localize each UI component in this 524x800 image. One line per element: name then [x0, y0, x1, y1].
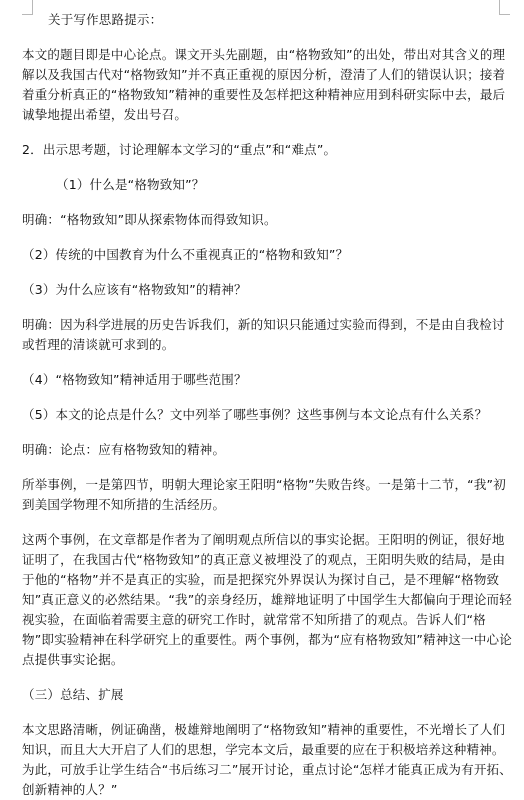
spacer [22, 670, 512, 685]
spacer [22, 705, 512, 720]
answer-1: 明确：“格物致知”即从探索物体而得致知识。 [22, 212, 277, 227]
spacer [22, 355, 512, 370]
question-2: （2）传统的中国教育为什么不重视真正的“格物和致知”？ [22, 247, 349, 262]
section-heading: 关于写作思路提示： [48, 12, 163, 27]
question-1: （1）什么是“格物致知”？ [56, 177, 205, 192]
paragraph-analysis: 这两个事例，在文章都是作者为了阐明观点所信以的事实论据。王阳明的例证，很好地证明了，在我国古代“格物致知”的真正意义被埋没了的观点，王阳明失败的结局，是由于他的“格物”并不是真正的实验，而是把探究外界误认为探讨自己，是不理解“格物致知”真正意义的必然结果。“我”的亲身经历，雄辩地证明了中国学生大都偏向于理论而轻视实验，在面临着需要主意的研究工作时，就常常不知所措了的观点。告诉人们“格物”即实验精神在科学研究上的重要性。两个事例，都为“应有格物致知”精神这一中心论点提供事实论据。 [22, 532, 512, 667]
answer-3: 明确：因为科学进展的历史告诉我们，新的知识只能通过实验而得到，不是由自我检讨或哲理的清谈就可求到的。 [22, 317, 505, 352]
spacer [22, 230, 512, 245]
question-4: （4）“格物致知”精神适用于哪些范围？ [22, 372, 247, 387]
document-body [22, 10, 512, 800]
paragraph-intro: 本文的题目即是中心论点。课文开头先副题，由“格物致知”的出处，带出对其含义的理解以及我国古代对“格物致知”并不真正重视的原因分析，澄清了人们的错误认识；接着着重分析真正的“格物致知”精神的重要性及怎样把这种精神应用到科研实际中去，最后诚挚地提出希望，发出号召。 [22, 47, 506, 122]
paragraph-examples: 所举事例，一是第四节，明朝大理论家王阳明“格物”失败告终。一是第十二节，“我”初到美国学物理不知所措的生活经历。 [22, 477, 506, 512]
spacer [22, 460, 512, 475]
spacer [22, 160, 512, 175]
spacer [22, 390, 512, 405]
spacer [22, 195, 512, 210]
paragraph-summary: 本文思路清晰，例证确凿，极雄辩地阐明了“格物致知”精神的重要性，不光增长了人们知识，而且大大开启了人们的思想，学完本文后，最重要的应在于积极培养这种精神。为此，可放手让学生结合“书后练习二”展开讨论，重点讨论“怎样才能真正成为有开拓、创新精神的人？” [22, 722, 512, 797]
section-3-heading: （三）总结、扩展 [22, 687, 124, 702]
spacer [22, 30, 512, 45]
spacer [22, 425, 512, 440]
item-2: 2．出示思考题，讨论理解本文学习的“重点”和“难点”。 [22, 142, 337, 157]
spacer [22, 515, 512, 530]
question-3: （3）为什么应该有“格物致知”的精神？ [22, 282, 247, 297]
spacer [22, 265, 512, 280]
answer-5: 明确：论点：应有格物致知的精神。 [22, 442, 226, 457]
question-5: （5）本文的论点是什么？文中列举了哪些事例？这些事例与本文论点有什么关系？ [22, 407, 488, 422]
spacer [22, 300, 512, 315]
spacer [22, 125, 512, 140]
